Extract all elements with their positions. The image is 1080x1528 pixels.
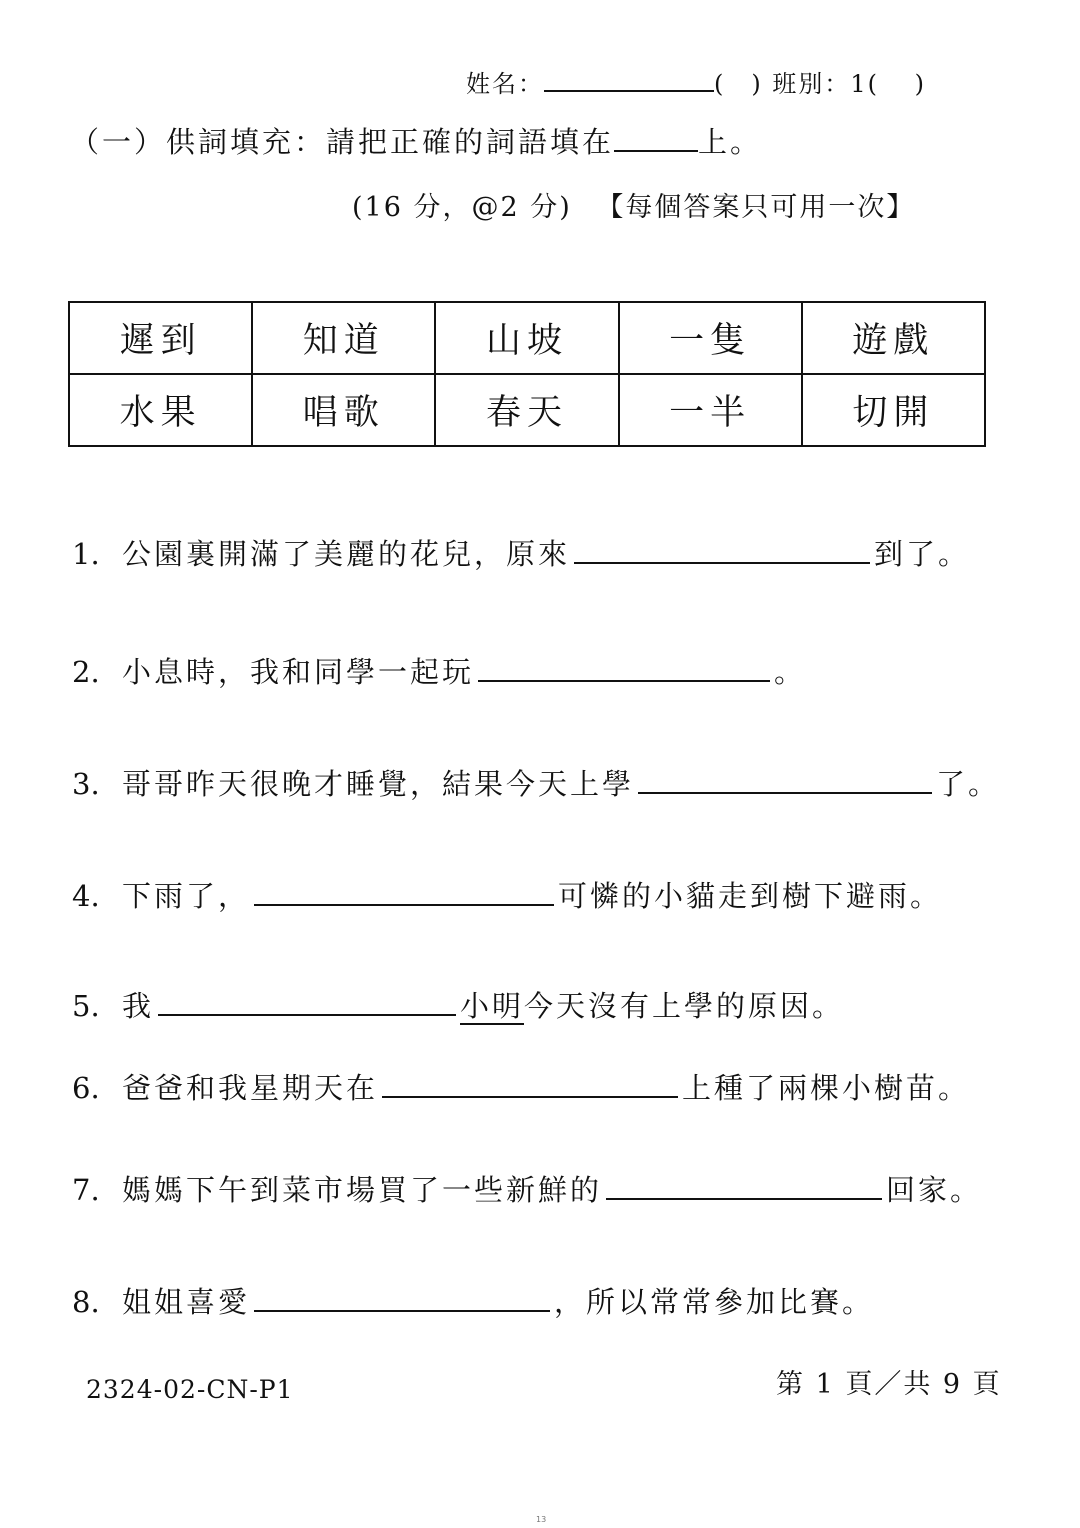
answer-blank[interactable]	[382, 1072, 678, 1098]
answer-blank[interactable]	[254, 880, 554, 906]
answer-blank[interactable]	[574, 538, 870, 564]
word-bank-cell: 知道	[252, 302, 435, 374]
answer-blank[interactable]	[606, 1174, 882, 1200]
answer-blank[interactable]	[478, 656, 770, 682]
rule-text: 【每個答案只可用	[596, 192, 829, 223]
question-text: 哥哥昨天很晚才睡覺，結果今天上學	[122, 767, 635, 801]
question-number: 2.	[72, 655, 100, 689]
question-text: 爸爸和我星期天在	[122, 1071, 379, 1105]
instruction-blank-sample	[614, 128, 698, 152]
word-bank-cell: 遲到	[69, 302, 252, 374]
question-text-end: ，所以常常參加比賽。	[554, 1285, 875, 1319]
question-text-end: 了。	[936, 767, 1001, 801]
word-bank-table	[68, 301, 986, 447]
question-text-end: 今天沒有上學的原因。	[524, 989, 845, 1023]
answer-blank[interactable]	[158, 990, 456, 1016]
class-label: 班別：1( )	[772, 70, 926, 98]
name-field[interactable]	[544, 68, 714, 92]
question-3	[72, 762, 1000, 803]
word-bank-cell: 遊戲	[802, 302, 985, 374]
question-5	[72, 984, 844, 1025]
answer-blank[interactable]	[254, 1286, 550, 1312]
question-7	[72, 1168, 982, 1209]
question-6	[72, 1066, 970, 1107]
question-number: 6.	[72, 1071, 100, 1105]
scan-page-number: 13	[536, 1515, 547, 1524]
question-text-end: 。	[774, 655, 807, 689]
question-number: 7.	[72, 1173, 100, 1207]
word-bank-cell: 春天	[435, 374, 618, 446]
question-text-end: 上種了兩棵小樹苗。	[682, 1071, 971, 1105]
page-number: 第 1 頁／共 9 頁	[776, 1369, 1002, 1400]
word-bank-cell: 水果	[69, 374, 252, 446]
student-info-line	[466, 64, 926, 99]
word-bank-row	[69, 374, 985, 446]
instruction-text: （一）供詞填充：請把正確的詞語填在	[70, 125, 615, 159]
question-text-end: 到了。	[874, 537, 971, 571]
question-text-end: 回家。	[886, 1173, 983, 1207]
word-bank-cell: 唱歌	[252, 374, 435, 446]
question-8	[72, 1280, 874, 1321]
rule-text-end: 一次】	[828, 192, 916, 223]
paper-code: 2324-02-CN-P1	[86, 1375, 294, 1404]
word-bank-cell: 切開	[802, 374, 985, 446]
proper-noun-underlined: 小明	[460, 989, 525, 1023]
word-bank-cell: 一半	[619, 374, 802, 446]
question-text-end: 可憐的小貓走到樹下避雨。	[558, 879, 943, 913]
question-2	[72, 650, 806, 691]
question-text: 下雨了，	[122, 879, 251, 913]
question-1	[72, 532, 970, 573]
name-label: 姓名：	[466, 70, 544, 98]
question-text: 我	[122, 989, 155, 1023]
word-bank-row	[69, 302, 985, 374]
instruction-text-end: 上。	[698, 125, 763, 159]
question-text: 小息時，我和同學一起玩	[122, 655, 475, 689]
answer-blank[interactable]	[638, 768, 932, 794]
question-text: 公園裏開滿了美麗的花兒，原來	[122, 537, 571, 571]
question-number: 3.	[72, 767, 100, 801]
question-text: 媽媽下午到菜市場買了一些新鮮的	[122, 1173, 603, 1207]
question-number: 8.	[72, 1285, 100, 1319]
word-bank-cell: 一隻	[619, 302, 802, 374]
question-number: 1.	[72, 537, 100, 571]
score-info	[352, 185, 915, 224]
score-text: (16 分，@2 分)	[352, 192, 572, 223]
word-bank-cell: 山坡	[435, 302, 618, 374]
question-text: 姐姐喜愛	[122, 1285, 251, 1319]
question-number: 4.	[72, 879, 100, 913]
question-number: 5.	[72, 989, 100, 1023]
section-instruction	[70, 120, 762, 161]
question-4	[72, 874, 942, 915]
class-number-paren: ( )	[714, 70, 763, 98]
